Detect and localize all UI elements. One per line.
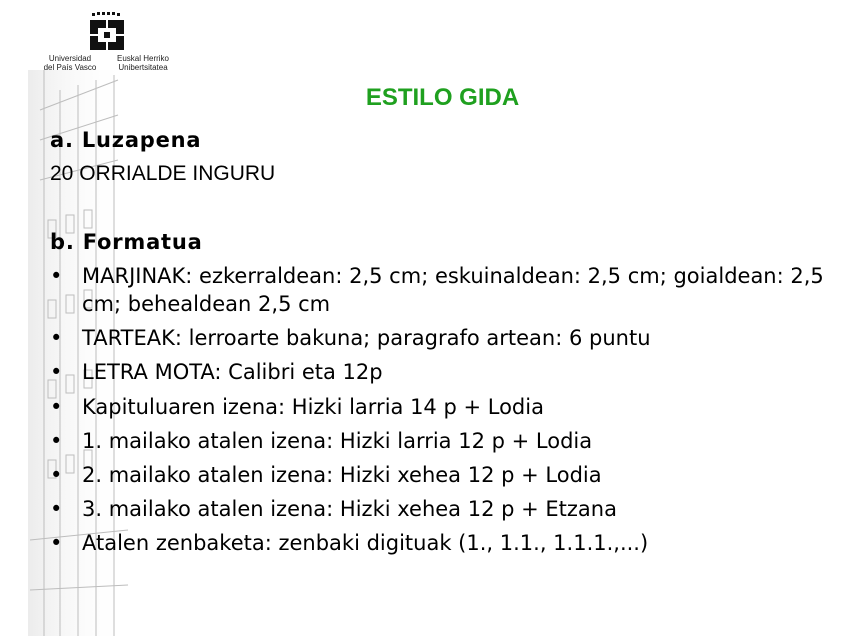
section-a-heading: a. Luzapena xyxy=(50,128,202,152)
slide-title: ESTILO GIDA xyxy=(365,84,520,111)
list-item-level3-section: • 3. mailako atalen izena: Hizki xehea 12 p + Etzana xyxy=(50,495,830,523)
section-b-heading: b. Formatua xyxy=(50,230,203,254)
list-item-level1-section: • 1. mailako atalen izena: Hizki larria 12 p + Lodia xyxy=(50,427,830,455)
logo-emblem-icon xyxy=(34,10,179,54)
university-logo xyxy=(34,10,179,74)
list-item-level2-section: • 2. mailako atalen izena: Hizki xehea 12 p + Lodia xyxy=(50,461,830,489)
logo-caption-spanish: Universidad del País Vasco xyxy=(43,54,97,72)
list-item-margins: • MARJINAK: ezkerraldean: 2,5 cm; eskuinaldean: 2,5 cm; goialdean: 2,5 cm; behealdean 2,5 cm xyxy=(50,262,830,318)
list-item-spacing: • TARTEAK: lerroarte bakuna; paragrafo artean: 6 puntu xyxy=(50,324,830,352)
list-item-chapter-name: • Kapituluaren izena: Hizki larria 14 p + Lodia xyxy=(50,393,830,421)
formatting-rules-list xyxy=(50,262,830,564)
list-item-section-numbering: • Atalen zenbaketa: zenbaki digituak (1., 1.1., 1.1.1.,...) xyxy=(50,529,830,557)
logo-caption-basque: Euskal Herriko Unibertsitatea xyxy=(116,54,169,72)
list-item-font: • LETRA MOTA: Calibri eta 12p xyxy=(50,358,830,386)
section-a-text: 20 ORRIALDE INGURU xyxy=(50,162,276,185)
